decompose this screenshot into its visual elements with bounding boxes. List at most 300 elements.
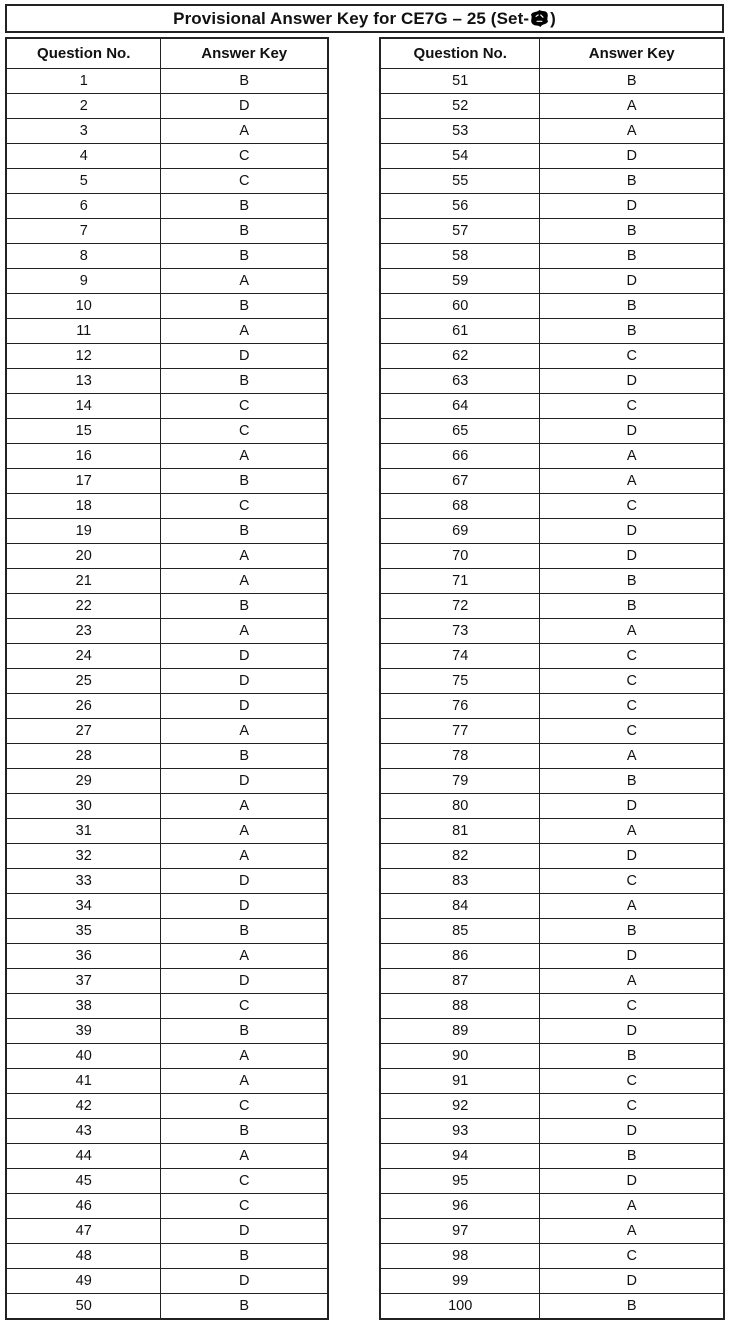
table-row	[380, 594, 724, 619]
question-number-cell: 5	[6, 169, 161, 194]
answer-cell: B	[540, 1144, 724, 1169]
question-number-cell: 80	[380, 794, 540, 819]
table-row	[6, 644, 328, 669]
question-number-cell: 27	[6, 719, 161, 744]
answer-cell: A	[540, 1219, 724, 1244]
table-row	[6, 1169, 328, 1194]
table-row	[380, 1144, 724, 1169]
table-row	[6, 294, 328, 319]
table-row	[380, 494, 724, 519]
answer-cell: C	[540, 494, 724, 519]
table-row	[6, 419, 328, 444]
answer-cell: A	[540, 119, 724, 144]
question-number-cell: 13	[6, 369, 161, 394]
question-number-cell: 99	[380, 1269, 540, 1294]
answer-cell: C	[540, 644, 724, 669]
answer-cell: C	[161, 494, 328, 519]
table-row	[380, 444, 724, 469]
question-number-cell: 16	[6, 444, 161, 469]
question-number-cell: 19	[6, 519, 161, 544]
question-number-cell: 3	[6, 119, 161, 144]
answer-cell: B	[161, 1019, 328, 1044]
question-number-cell: 55	[380, 169, 540, 194]
answer-cell: A	[540, 819, 724, 844]
answer-cell: D	[540, 269, 724, 294]
table-row	[380, 394, 724, 419]
answer-cell: A	[161, 719, 328, 744]
table-row	[380, 1194, 724, 1219]
table-row	[380, 869, 724, 894]
answer-table-right	[379, 37, 725, 1320]
table-row	[6, 569, 328, 594]
answer-cell: D	[540, 1269, 724, 1294]
question-number-cell: 92	[380, 1094, 540, 1119]
table-row	[380, 994, 724, 1019]
answer-cell: A	[540, 469, 724, 494]
table-row	[6, 144, 328, 169]
answer-cell: B	[161, 919, 328, 944]
question-number-cell: 34	[6, 894, 161, 919]
answer-cell: C	[161, 169, 328, 194]
table-row	[380, 144, 724, 169]
question-number-cell: 11	[6, 319, 161, 344]
question-number-cell: 45	[6, 1169, 161, 1194]
question-number-cell: 49	[6, 1269, 161, 1294]
table-row	[6, 469, 328, 494]
question-number-cell: 86	[380, 944, 540, 969]
question-number-cell: 31	[6, 819, 161, 844]
answer-cell: A	[540, 94, 724, 119]
table-row	[380, 1294, 724, 1320]
answer-cell: A	[540, 969, 724, 994]
answer-cell: B	[161, 1119, 328, 1144]
answer-cell: B	[161, 194, 328, 219]
question-number-cell: 60	[380, 294, 540, 319]
answer-cell: A	[540, 444, 724, 469]
question-no-header: Question No.	[380, 38, 540, 69]
table-row	[6, 269, 328, 294]
table-row	[380, 294, 724, 319]
answer-cell: B	[540, 319, 724, 344]
answer-cell: D	[161, 1219, 328, 1244]
question-number-cell: 98	[380, 1244, 540, 1269]
table-row	[6, 619, 328, 644]
table-row	[380, 219, 724, 244]
question-number-cell: 50	[6, 1294, 161, 1320]
question-number-cell: 32	[6, 844, 161, 869]
question-number-cell: 89	[380, 1019, 540, 1044]
table-row	[380, 1094, 724, 1119]
question-number-cell: 46	[6, 1194, 161, 1219]
answer-cell: C	[161, 419, 328, 444]
question-number-cell: 72	[380, 594, 540, 619]
table-row	[6, 944, 328, 969]
question-number-cell: 33	[6, 869, 161, 894]
answer-cell: C	[161, 1194, 328, 1219]
answer-cell: C	[540, 1069, 724, 1094]
table-row	[6, 894, 328, 919]
table-row	[6, 394, 328, 419]
answer-cell: B	[161, 519, 328, 544]
table-row	[380, 419, 724, 444]
page-title	[5, 4, 724, 33]
question-number-cell: 71	[380, 569, 540, 594]
question-number-cell: 69	[380, 519, 540, 544]
table-row	[380, 1044, 724, 1069]
question-number-cell: 39	[6, 1019, 161, 1044]
question-number-cell: 76	[380, 694, 540, 719]
answer-cell: B	[161, 294, 328, 319]
answer-cell: C	[540, 719, 724, 744]
answer-cell: B	[540, 169, 724, 194]
table-row	[380, 1169, 724, 1194]
answer-cell: D	[540, 1019, 724, 1044]
table-row	[6, 544, 328, 569]
question-number-cell: 97	[380, 1219, 540, 1244]
table-row	[6, 494, 328, 519]
table-row	[6, 1144, 328, 1169]
question-number-cell: 88	[380, 994, 540, 1019]
answer-cell: C	[161, 394, 328, 419]
answer-cell: A	[161, 844, 328, 869]
question-number-cell: 21	[6, 569, 161, 594]
table-row	[380, 844, 724, 869]
table-row	[380, 894, 724, 919]
question-number-cell: 59	[380, 269, 540, 294]
answer-key-header: Answer Key	[161, 38, 328, 69]
answer-cell: D	[161, 1269, 328, 1294]
answer-cell: D	[161, 969, 328, 994]
answer-cell: C	[540, 1094, 724, 1119]
answer-cell: B	[540, 219, 724, 244]
question-number-cell: 85	[380, 919, 540, 944]
table-row	[6, 1119, 328, 1144]
question-number-cell: 40	[6, 1044, 161, 1069]
answer-cell: B	[161, 1294, 328, 1320]
answer-cell: C	[161, 994, 328, 1019]
answer-cell: A	[540, 744, 724, 769]
table-row	[6, 1019, 328, 1044]
question-number-cell: 73	[380, 619, 540, 644]
question-number-cell: 10	[6, 294, 161, 319]
answer-cell: D	[161, 869, 328, 894]
table-row	[6, 819, 328, 844]
answer-cell: D	[540, 369, 724, 394]
question-number-cell: 7	[6, 219, 161, 244]
answer-cell: C	[161, 144, 328, 169]
table-row	[6, 319, 328, 344]
answer-cell: B	[540, 69, 724, 94]
table-row	[6, 744, 328, 769]
table-row	[6, 869, 328, 894]
question-number-cell: 29	[6, 769, 161, 794]
table-row	[380, 369, 724, 394]
set-symbol-icon	[530, 9, 549, 28]
question-number-cell: 56	[380, 194, 540, 219]
answer-cell: D	[540, 844, 724, 869]
answer-cell: A	[161, 569, 328, 594]
table-row	[380, 794, 724, 819]
question-number-cell: 23	[6, 619, 161, 644]
table-row	[6, 444, 328, 469]
question-number-cell: 20	[6, 544, 161, 569]
table-row	[6, 1069, 328, 1094]
answer-cell: D	[540, 1119, 724, 1144]
table-row	[380, 344, 724, 369]
answer-cell: A	[161, 1044, 328, 1069]
answer-cell: C	[540, 694, 724, 719]
answer-cell: D	[540, 519, 724, 544]
answer-cell: A	[161, 619, 328, 644]
table-row	[6, 1044, 328, 1069]
table-row	[6, 594, 328, 619]
table-row	[380, 94, 724, 119]
table-header-row	[6, 38, 328, 69]
table-row	[6, 794, 328, 819]
answer-cell: C	[161, 1094, 328, 1119]
question-number-cell: 61	[380, 319, 540, 344]
answer-cell: A	[161, 319, 328, 344]
table-row	[380, 269, 724, 294]
table-row	[380, 244, 724, 269]
answer-cell: C	[540, 994, 724, 1019]
question-number-cell: 64	[380, 394, 540, 419]
answer-cell: A	[161, 544, 328, 569]
question-number-cell: 52	[380, 94, 540, 119]
question-number-cell: 77	[380, 719, 540, 744]
question-number-cell: 14	[6, 394, 161, 419]
question-number-cell: 17	[6, 469, 161, 494]
table-row	[380, 1019, 724, 1044]
table-row	[380, 1219, 724, 1244]
question-number-cell: 8	[6, 244, 161, 269]
question-number-cell: 87	[380, 969, 540, 994]
question-number-cell: 70	[380, 544, 540, 569]
answer-cell: D	[161, 694, 328, 719]
table-row	[380, 1119, 724, 1144]
answer-cell: D	[540, 544, 724, 569]
answer-cell: B	[540, 1294, 724, 1320]
answer-cell: B	[540, 1044, 724, 1069]
question-number-cell: 81	[380, 819, 540, 844]
question-number-cell: 36	[6, 944, 161, 969]
table-row	[380, 769, 724, 794]
table-header-row	[380, 38, 724, 69]
table-row	[6, 344, 328, 369]
answer-cell: B	[540, 294, 724, 319]
table-row	[6, 669, 328, 694]
table-row	[6, 1244, 328, 1269]
table-row	[380, 944, 724, 969]
table-row	[6, 1219, 328, 1244]
question-number-cell: 57	[380, 219, 540, 244]
table-row	[6, 519, 328, 544]
table-row	[6, 94, 328, 119]
answer-cell: A	[161, 944, 328, 969]
answer-cell: D	[540, 944, 724, 969]
question-number-cell: 65	[380, 419, 540, 444]
question-number-cell: 1	[6, 69, 161, 94]
question-number-cell: 54	[380, 144, 540, 169]
answer-cell: C	[161, 1169, 328, 1194]
table-row	[6, 769, 328, 794]
question-number-cell: 90	[380, 1044, 540, 1069]
answer-cell: A	[161, 794, 328, 819]
answer-cell: B	[540, 919, 724, 944]
table-row	[380, 1244, 724, 1269]
question-number-cell: 47	[6, 1219, 161, 1244]
question-number-cell: 38	[6, 994, 161, 1019]
table-row	[380, 319, 724, 344]
question-number-cell: 66	[380, 444, 540, 469]
table-row	[380, 1269, 724, 1294]
table-row	[6, 694, 328, 719]
answer-cell: D	[161, 894, 328, 919]
question-number-cell: 15	[6, 419, 161, 444]
question-number-cell: 53	[380, 119, 540, 144]
table-row	[380, 194, 724, 219]
question-number-cell: 37	[6, 969, 161, 994]
question-number-cell: 96	[380, 1194, 540, 1219]
question-number-cell: 25	[6, 669, 161, 694]
answer-cell: C	[540, 394, 724, 419]
question-number-cell: 22	[6, 594, 161, 619]
table-row	[380, 544, 724, 569]
question-number-cell: 75	[380, 669, 540, 694]
answer-cell: D	[161, 94, 328, 119]
question-number-cell: 82	[380, 844, 540, 869]
answer-cell: C	[540, 869, 724, 894]
answer-cell: D	[161, 644, 328, 669]
answer-cell: D	[161, 769, 328, 794]
table-row	[6, 844, 328, 869]
answer-cell: B	[540, 569, 724, 594]
table-row	[6, 244, 328, 269]
table-row	[380, 719, 724, 744]
answer-key-header: Answer Key	[540, 38, 724, 69]
table-row	[6, 1269, 328, 1294]
question-number-cell: 26	[6, 694, 161, 719]
question-number-cell: 67	[380, 469, 540, 494]
question-no-header: Question No.	[6, 38, 161, 69]
question-number-cell: 78	[380, 744, 540, 769]
question-number-cell: 24	[6, 644, 161, 669]
table-row	[380, 1069, 724, 1094]
answer-cell: A	[161, 444, 328, 469]
question-number-cell: 62	[380, 344, 540, 369]
table-row	[380, 569, 724, 594]
table-row	[380, 969, 724, 994]
question-number-cell: 28	[6, 744, 161, 769]
answer-cell: D	[161, 669, 328, 694]
answer-cell: A	[540, 894, 724, 919]
answer-cell: D	[161, 344, 328, 369]
question-number-cell: 41	[6, 1069, 161, 1094]
question-number-cell: 100	[380, 1294, 540, 1320]
title-prefix: Provisional Answer Key for CE7G – 25 (Set-	[173, 8, 530, 28]
question-number-cell: 95	[380, 1169, 540, 1194]
question-number-cell: 6	[6, 194, 161, 219]
table-row	[6, 1094, 328, 1119]
question-number-cell: 4	[6, 144, 161, 169]
table-row	[6, 169, 328, 194]
table-row	[6, 69, 328, 94]
table-row	[380, 694, 724, 719]
question-number-cell: 94	[380, 1144, 540, 1169]
question-number-cell: 93	[380, 1119, 540, 1144]
table-row	[6, 994, 328, 1019]
table-row	[6, 919, 328, 944]
answer-cell: B	[161, 469, 328, 494]
question-number-cell: 79	[380, 769, 540, 794]
table-row	[380, 744, 724, 769]
answer-cell: D	[540, 794, 724, 819]
answer-cell: A	[161, 819, 328, 844]
answer-cell: A	[161, 1144, 328, 1169]
question-number-cell: 91	[380, 1069, 540, 1094]
question-number-cell: 2	[6, 94, 161, 119]
table-row	[380, 669, 724, 694]
table-row	[380, 819, 724, 844]
table-row	[6, 719, 328, 744]
answer-cell: D	[540, 144, 724, 169]
question-number-cell: 58	[380, 244, 540, 269]
answer-cell: B	[161, 744, 328, 769]
table-row	[6, 119, 328, 144]
title-suffix: )	[550, 8, 556, 28]
question-number-cell: 48	[6, 1244, 161, 1269]
question-number-cell: 18	[6, 494, 161, 519]
answer-cell: B	[161, 244, 328, 269]
question-number-cell: 68	[380, 494, 540, 519]
question-number-cell: 84	[380, 894, 540, 919]
answer-cell: B	[161, 1244, 328, 1269]
table-row	[380, 169, 724, 194]
table-row	[6, 219, 328, 244]
answer-cell: C	[540, 1244, 724, 1269]
answer-cell: A	[161, 269, 328, 294]
question-number-cell: 51	[380, 69, 540, 94]
answer-cell: B	[161, 369, 328, 394]
table-row	[380, 519, 724, 544]
answer-cell: A	[161, 119, 328, 144]
answer-cell: B	[161, 594, 328, 619]
answer-cell: B	[540, 594, 724, 619]
answer-cell: A	[540, 1194, 724, 1219]
answer-cell: D	[540, 194, 724, 219]
answer-cell: B	[540, 244, 724, 269]
answer-cell: B	[161, 219, 328, 244]
table-row	[380, 469, 724, 494]
answer-cell: A	[540, 619, 724, 644]
answer-cell: A	[161, 1069, 328, 1094]
question-number-cell: 42	[6, 1094, 161, 1119]
answer-cell: D	[540, 419, 724, 444]
question-number-cell: 83	[380, 869, 540, 894]
answer-cell: C	[540, 669, 724, 694]
answer-cell: D	[540, 1169, 724, 1194]
table-row	[380, 919, 724, 944]
table-row	[6, 969, 328, 994]
table-row	[380, 619, 724, 644]
question-number-cell: 74	[380, 644, 540, 669]
question-number-cell: 9	[6, 269, 161, 294]
table-row	[380, 644, 724, 669]
question-number-cell: 44	[6, 1144, 161, 1169]
answer-cell: B	[161, 69, 328, 94]
question-number-cell: 43	[6, 1119, 161, 1144]
table-row	[380, 69, 724, 94]
